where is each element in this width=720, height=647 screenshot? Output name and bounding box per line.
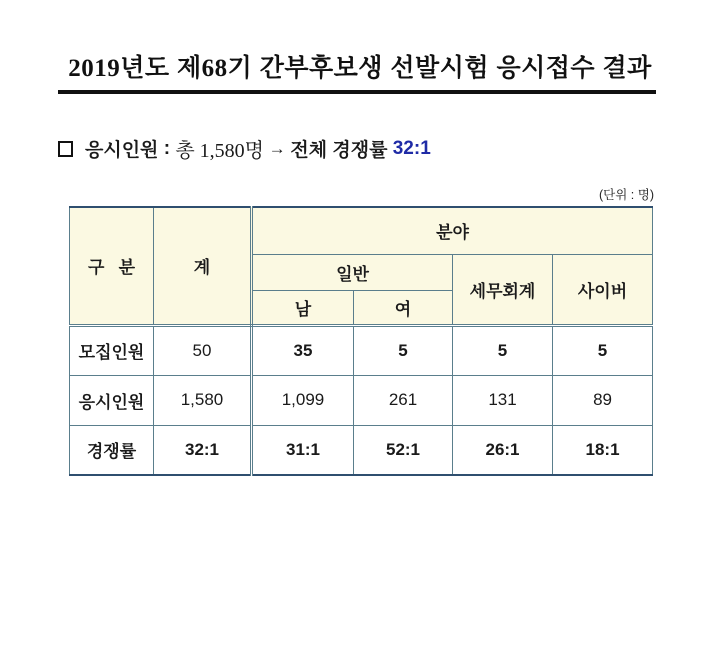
cell-recruitment-tax: 5 bbox=[453, 325, 553, 375]
header-male: 남 bbox=[252, 290, 354, 325]
title-double-underline bbox=[58, 90, 656, 94]
cell-ratio-tax: 26:1 bbox=[453, 425, 553, 475]
cell-ratio-cyber: 18:1 bbox=[553, 425, 653, 475]
title-text-1: 년도 제 bbox=[120, 54, 202, 82]
square-bullet-icon bbox=[58, 141, 73, 157]
cell-recruitment-male: 35 bbox=[252, 325, 354, 375]
cell-recruitment-cyber: 5 bbox=[553, 325, 653, 375]
summary-line bbox=[58, 134, 720, 163]
row-applicants bbox=[70, 375, 653, 425]
header-row-1 bbox=[70, 207, 653, 254]
title-year: 2019 bbox=[68, 55, 121, 82]
cell-ratio-female: 52:1 bbox=[354, 425, 453, 475]
row-label-ratio: 경쟁률 bbox=[70, 425, 154, 475]
cell-ratio-total: 32:1 bbox=[154, 425, 252, 475]
cell-ratio-male: 31:1 bbox=[252, 425, 354, 475]
results-table bbox=[69, 206, 653, 476]
row-label-recruitment: 모집인원 bbox=[70, 325, 154, 375]
row-recruitment bbox=[70, 325, 653, 375]
header-female: 여 bbox=[354, 290, 453, 325]
header-cyber: 사이버 bbox=[553, 254, 653, 325]
cell-applicants-cyber: 89 bbox=[553, 375, 653, 425]
cell-applicants-total: 1,580 bbox=[154, 375, 252, 425]
cell-applicants-tax: 131 bbox=[453, 375, 553, 425]
summary-label: 응시인원 bbox=[85, 140, 159, 161]
cell-recruitment-total: 50 bbox=[154, 325, 252, 375]
page-title bbox=[0, 48, 720, 84]
table-header bbox=[70, 207, 653, 325]
cell-applicants-female: 261 bbox=[354, 375, 453, 425]
header-total: 계 bbox=[154, 207, 252, 325]
header-general: 일반 bbox=[252, 254, 453, 290]
row-ratio bbox=[70, 425, 653, 475]
row-label-applicants: 응시인원 bbox=[70, 375, 154, 425]
summary-colon: : bbox=[158, 137, 176, 159]
header-gubun: 구 분 bbox=[70, 207, 154, 325]
cell-applicants-male: 1,099 bbox=[252, 375, 354, 425]
title-block bbox=[0, 0, 720, 94]
unit-note: (단위 : 명) bbox=[599, 188, 654, 202]
summary-overall-ratio: 32:1 bbox=[392, 137, 431, 159]
header-category: 분야 bbox=[252, 207, 653, 254]
table-body bbox=[70, 325, 653, 475]
header-tax-accounting: 세무회계 bbox=[453, 254, 553, 325]
title-text-2: 기 간부후보생 선발시험 응시접수 결과 bbox=[227, 54, 652, 82]
title-class-number: 68 bbox=[201, 55, 228, 82]
cell-recruitment-female: 5 bbox=[354, 325, 453, 375]
summary-total: 총 1,580명 bbox=[175, 140, 264, 162]
summary-overall-label: 전체 경쟁률 bbox=[290, 140, 393, 161]
arrow-right-icon: → bbox=[263, 138, 291, 158]
